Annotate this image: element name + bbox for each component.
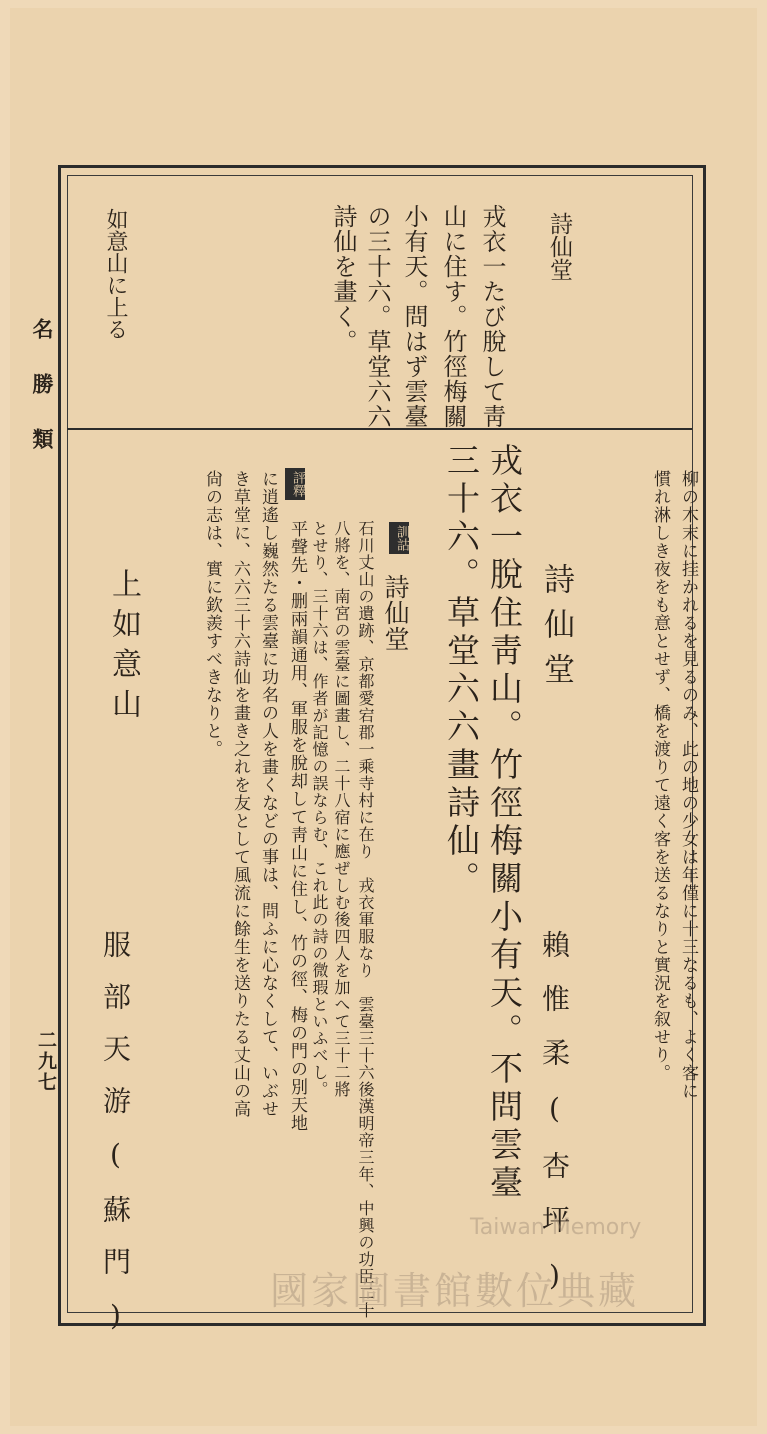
upper-poem-line: 山に住す。竹徑梅關 xyxy=(439,204,467,429)
commentary-line: 平聲先・删兩韻通用、軍服を脫却して靑山に住し、竹の徑、梅の門の別天地 xyxy=(287,520,307,1132)
commentary-badge: 評釋 xyxy=(285,468,305,500)
upper-poem-line: の三十六。草堂六六 xyxy=(363,204,391,429)
commentary-line: 尙の志は、實に欽羨すべきなりと。 xyxy=(202,470,222,758)
annotation-line: 石川丈山の遺跡、京都愛宕郡一乘寺村に在り 戎衣軍服なり 雲臺三十六後漢明帝三年、中興の功臣二十 xyxy=(356,520,375,1319)
upper-poem-title: 詩仙堂 xyxy=(546,212,572,281)
watermark: 國家圖書館數位典藏 xyxy=(270,1269,640,1313)
upper-poem-line: 小有天。問はず雲臺 xyxy=(400,204,428,429)
annotation-line: 八將を、南宮の雲臺に圖畫し、二十八宿に應ぜしむ後四人を加へて三十二將 xyxy=(332,520,351,1098)
annotation-badge: 訓詁 xyxy=(389,522,409,554)
watermark-english: Taiwan Memory xyxy=(470,1215,642,1240)
poem-line: 戎衣一脫住靑山。竹徑梅關小有天。不問雲臺 xyxy=(485,443,524,1203)
commentary-line: き草堂に、六六三十六詩仙を畫き之れを友として風流に餘生を送りたる丈山の高 xyxy=(230,470,250,1118)
annotation-term: 詩仙堂 xyxy=(381,574,410,652)
prose-line: 柳の木末に挂かれるを見るのみ、此の地の少女は年僅に十三なるも、よく客に xyxy=(678,470,698,1100)
poem-line: 三十六。草堂六六畫詩仙。 xyxy=(442,443,481,899)
annotation-line: とせり、三十六は、作者が記憶の誤ならむ、これ此の詩の微瑕といふべし。 xyxy=(310,520,329,1098)
next-poet-name: 服部天游(蘇門) xyxy=(99,930,132,1356)
poet-name: 賴惟柔(杏坪) xyxy=(538,930,571,1318)
page-number: 二九七 xyxy=(35,1030,57,1093)
side-header: 名勝類 xyxy=(30,318,55,483)
upper-poem-line: 戎衣一たび脫して靑 xyxy=(478,204,506,429)
upper-next-title: 如意山に上る xyxy=(103,208,128,340)
poem-title: 詩仙堂 xyxy=(538,563,574,698)
commentary-line: に逍遙し巍然たる雲臺に功名の人を畫くなどの事は、問ふに心なくして、いぶせ xyxy=(258,470,278,1118)
upper-poem-line: 詩仙を畫く。 xyxy=(329,204,357,354)
prose-line: 慣れ淋しき夜をも意とせず、橋を渡りて遠く客を送るなりと實況を叙せり。 xyxy=(650,470,670,1082)
next-poem-title: 上如意山 xyxy=(106,568,141,728)
